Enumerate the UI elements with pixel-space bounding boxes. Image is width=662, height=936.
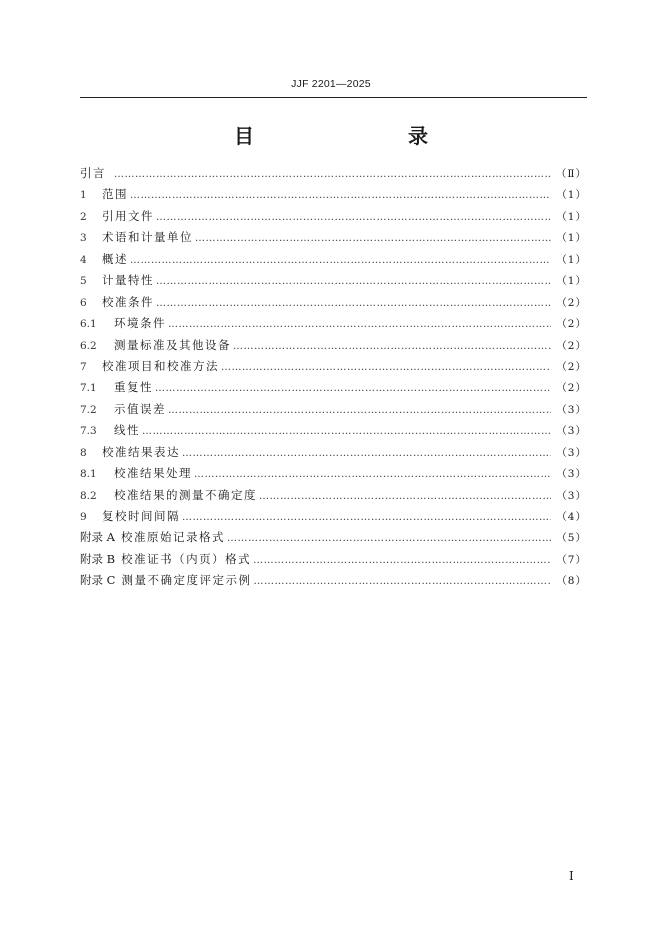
toc-entry-title: 环境条件 [114, 316, 166, 331]
toc-entry-page: （4） [556, 511, 587, 523]
toc-dot-leader [130, 255, 551, 266]
toc-entry-title: 校准证书（内页）格式 [121, 551, 252, 566]
toc-entry-title: 测量不确定度评定示例 [121, 573, 252, 588]
toc-entry[interactable] [80, 208, 587, 229]
toc-entry[interactable] [80, 487, 587, 508]
toc-entry-page: （3） [556, 425, 587, 438]
toc-dot-leader [253, 555, 551, 566]
toc-dot-leader [130, 190, 551, 201]
toc-entry-page: （2） [556, 318, 587, 331]
toc-entry-number: 8.1 [80, 468, 97, 481]
toc-entry[interactable] [80, 444, 587, 465]
toc-entry-page: （2） [556, 360, 587, 373]
toc-entry-page: （1） [556, 232, 587, 245]
toc-entry-title: 校准结果表达 [102, 444, 180, 459]
toc-entry-number: 附录 C [80, 573, 116, 588]
toc-dot-leader [182, 512, 551, 523]
toc-entry-number: 3 [80, 232, 87, 245]
toc-entry-page: （2） [556, 296, 587, 309]
toc-entry[interactable] [80, 401, 587, 422]
toc-dot-leader [221, 362, 551, 373]
toc-dot-leader [168, 405, 551, 416]
toc-dot-leader [114, 169, 551, 180]
toc-entry-title: 测量标准及其他设备 [114, 337, 231, 352]
toc-entry-number: 9 [80, 511, 87, 523]
toc-entry-page: （Ⅱ） [555, 168, 587, 180]
toc-entry-number: 7.2 [80, 403, 97, 416]
toc-entry-number: 1 [80, 189, 87, 202]
toc-dot-leader [156, 298, 551, 309]
toc-entry[interactable] [80, 465, 587, 486]
page-title: 目 录 [234, 124, 466, 148]
toc-entry-number: 5 [80, 275, 87, 288]
toc-entry-number: 2 [80, 210, 87, 223]
toc-entry-number: 6.2 [80, 339, 97, 352]
toc-entry-title: 引用文件 [102, 208, 154, 223]
toc-entry[interactable] [80, 422, 587, 443]
toc-entry-page: （8） [556, 575, 587, 588]
toc-entry-number: 4 [80, 253, 87, 266]
toc-entry-title: 示值误差 [114, 401, 166, 416]
toc-entry[interactable] [80, 165, 587, 186]
toc-entry-title: 概述 [102, 251, 128, 266]
toc-entry-page: （2） [556, 382, 587, 395]
toc-entry-page: （1） [556, 253, 587, 266]
document-code-header: JJF 2201—2025 [291, 78, 371, 90]
toc-entry-number: 7.1 [80, 382, 97, 395]
toc-dot-leader [156, 212, 551, 223]
toc-entry-title: 计量特性 [102, 273, 154, 288]
toc-entry-title: 校准项目和校准方法 [102, 358, 219, 373]
toc-entry-number: 6.1 [80, 318, 97, 331]
toc-entry[interactable] [80, 508, 587, 529]
toc-entry-number: 8.2 [80, 489, 97, 502]
toc-entry-title: 校准结果的测量不确定度 [114, 487, 257, 502]
toc-entry[interactable] [80, 251, 587, 272]
toc-entry-page: （1） [556, 275, 587, 288]
toc-entry[interactable] [80, 337, 587, 358]
toc-dot-leader [233, 341, 551, 352]
table-of-contents [80, 165, 587, 594]
header-divider [80, 97, 587, 98]
toc-entry-title: 线性 [114, 423, 140, 438]
toc-entry-page: （3） [556, 446, 587, 459]
toc-dot-leader [253, 576, 551, 587]
toc-entry-title: 引言 [80, 166, 106, 180]
toc-dot-leader [227, 533, 551, 544]
toc-entry-title: 校准原始记录格式 [120, 530, 225, 545]
toc-entry-title: 复校时间间隔 [102, 509, 180, 523]
page-number: I [569, 869, 574, 883]
toc-entry-number: 6 [80, 296, 87, 309]
toc-entry[interactable] [80, 229, 587, 250]
toc-entry[interactable] [80, 529, 587, 550]
toc-entry[interactable] [80, 379, 587, 400]
toc-entry[interactable] [80, 294, 587, 315]
toc-entry-title: 重复性 [114, 380, 153, 395]
toc-entry-title: 校准条件 [102, 294, 154, 309]
toc-entry-title: 术语和计量单位 [102, 230, 193, 245]
toc-entry-page: （7） [556, 553, 587, 566]
toc-entry-page: （5） [556, 532, 587, 545]
toc-entry-page: （3） [556, 403, 587, 416]
toc-dot-leader [195, 233, 551, 244]
toc-entry-number: 7 [80, 360, 87, 373]
toc-entry[interactable] [80, 315, 587, 336]
toc-dot-leader [182, 448, 551, 459]
toc-entry-page: （1） [556, 210, 587, 223]
toc-entry-page: （2） [556, 339, 587, 352]
toc-entry-page: （3） [556, 489, 587, 502]
toc-entry-number: 附录 B [80, 551, 116, 566]
toc-entry-number: 7.3 [80, 425, 97, 438]
toc-dot-leader [155, 383, 551, 394]
toc-dot-leader [194, 469, 551, 480]
toc-entry[interactable] [80, 551, 587, 572]
toc-dot-leader [259, 491, 551, 502]
toc-entry-page: （3） [556, 468, 587, 481]
toc-entry[interactable] [80, 572, 587, 593]
toc-dot-leader [168, 319, 551, 330]
toc-entry-number: 附录 A [80, 530, 115, 545]
toc-entry-page: （1） [556, 189, 587, 202]
toc-entry-title: 校准结果处理 [114, 466, 192, 481]
toc-entry[interactable] [80, 358, 587, 379]
toc-entry-title: 范围 [102, 187, 128, 202]
toc-dot-leader [156, 276, 551, 287]
toc-entry[interactable] [80, 272, 587, 293]
toc-entry-number: 8 [80, 446, 87, 459]
toc-entry[interactable] [80, 186, 587, 207]
toc-dot-leader [142, 426, 551, 437]
